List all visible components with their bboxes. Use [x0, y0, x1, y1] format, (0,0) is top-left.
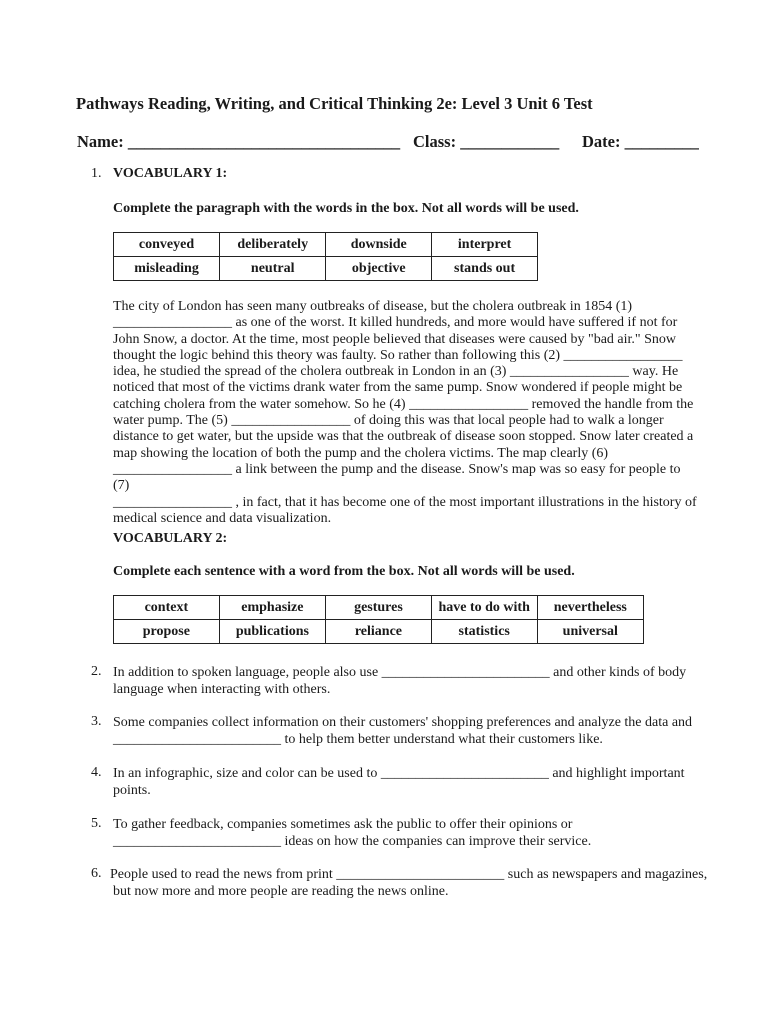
- word-cell: neutral: [220, 257, 326, 281]
- word-cell: emphasize: [219, 596, 325, 620]
- word-cell: publications: [219, 620, 325, 644]
- paragraph-line: The city of London has seen many outbreaks of disease, but the cholera outbreak in 1854 (1): [113, 299, 633, 314]
- question-number: 4.: [91, 765, 102, 780]
- word-cell: statistics: [431, 620, 537, 644]
- word-cell: universal: [537, 620, 643, 644]
- paragraph-line: catching cholera from the water somehow. So he (4) _________________ removed the handle from the: [113, 396, 694, 412]
- question-text: ________________________ to help them better understand what their customers like.: [113, 732, 603, 747]
- question-text: but now more and more people are reading the news online.: [113, 884, 449, 899]
- vocab2-instruction: Complete each sentence with a word from the box. Not all words will be used.: [113, 564, 575, 579]
- question-text: points.: [113, 783, 151, 798]
- paragraph-line: medical science and data visualization.: [113, 510, 332, 526]
- vocab2-heading: VOCABULARY 2:: [113, 531, 228, 546]
- word-cell: gestures: [326, 596, 432, 620]
- word-cell: propose: [114, 620, 220, 644]
- vocab1-paragraph: [113, 299, 699, 527]
- word-box-row: [114, 257, 538, 281]
- question-text: In addition to spoken language, people also use ________________________ and other kinds of body: [113, 665, 687, 680]
- question-number: 2.: [91, 664, 102, 679]
- word-cell: context: [114, 596, 220, 620]
- word-box-row: [114, 233, 538, 257]
- paragraph-line: map showing the location of both the pump and the cholera victims. The map clearly (6): [113, 445, 609, 461]
- question-text: ________________________ ideas on how the companies can improve their service.: [113, 834, 592, 849]
- paragraph-line: John Snow, a doctor. At the time, most people believed that diseases were caused by "bad air." Snow: [113, 331, 677, 347]
- word-cell: objective: [326, 257, 432, 281]
- word-cell: deliberately: [220, 233, 326, 257]
- paragraph-line: distance to get water, but the upside was that the outbreak of disease soon stopped. Snow later created a: [113, 429, 694, 445]
- paragraph-line: _________________ as one of the worst. It killed hundreds, and more would have suffered if not for: [113, 315, 678, 331]
- vocab1-heading: VOCABULARY 1:: [113, 166, 228, 181]
- paragraph-line: thought the logic behind this theory was faulty. So rather than following this (2) _________________: [113, 347, 683, 363]
- question-text: In an infographic, size and color can be used to ________________________ and highlight important: [113, 766, 685, 781]
- class-field[interactable]: Class: ____________: [413, 132, 560, 151]
- word-cell: misleading: [114, 257, 220, 281]
- vocab1-instruction: Complete the paragraph with the words in the box. Not all words will be used.: [113, 201, 579, 216]
- word-box-row: [114, 620, 644, 644]
- date-field[interactable]: Date: _________: [582, 132, 699, 151]
- question-text: Some companies collect information on their customers' shopping preferences and analyze the data and: [113, 715, 693, 730]
- word-box-row: [114, 596, 644, 620]
- vocab2-word-box: [113, 595, 644, 644]
- word-cell: reliance: [326, 620, 432, 644]
- paragraph-line: idea, he studied the spread of the cholera outbreak in London in an (3) _________________ way. He: [113, 364, 679, 380]
- paragraph-line: _________________ a link between the pump and the disease. Snow's map was so easy for people to (7): [113, 461, 681, 494]
- paragraph-line: water pump. The (5) _________________ of doing this was that local people had to walk a longer: [113, 413, 664, 429]
- word-cell: have to do with: [431, 596, 537, 620]
- word-cell: stands out: [432, 257, 538, 281]
- question-number: 5.: [91, 816, 102, 831]
- word-cell: downside: [326, 233, 432, 257]
- name-field[interactable]: Name: _________________________________: [77, 132, 401, 151]
- question-number: 6.: [91, 866, 102, 881]
- paragraph-line: noticed that most of the victims drank water from the same pump. Snow wondered if people might be: [113, 380, 683, 396]
- question-number: 3.: [91, 714, 102, 729]
- word-cell: nevertheless: [537, 596, 643, 620]
- vocab1-word-box: [113, 232, 538, 281]
- question-number: 1.: [91, 166, 102, 181]
- paragraph-line: _________________ , in fact, that it has become one of the most important illustrations in the history of: [113, 494, 697, 510]
- page-title: Pathways Reading, Writing, and Critical Thinking 2e: Level 3 Unit 6 Test: [76, 94, 593, 113]
- question-text: To gather feedback, companies sometimes ask the public to offer their opinions or: [113, 817, 573, 832]
- question-text: language when interacting with others.: [113, 682, 331, 697]
- word-cell: interpret: [432, 233, 538, 257]
- question-text: People used to read the news from print ________________________ such as newspapers and magazines,: [110, 867, 708, 882]
- word-cell: conveyed: [114, 233, 220, 257]
